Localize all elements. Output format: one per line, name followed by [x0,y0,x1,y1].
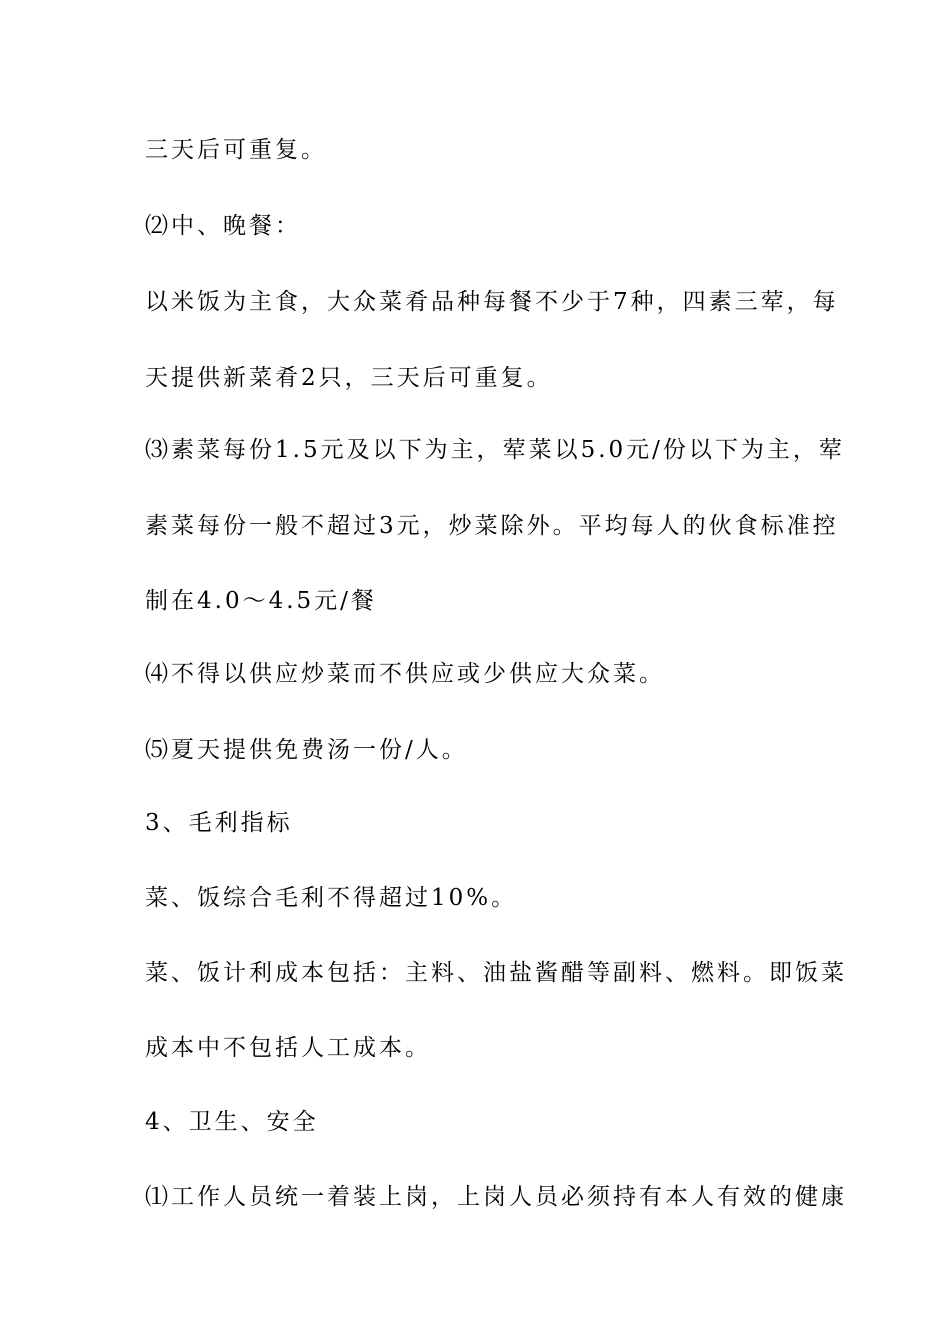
text-line: 以米饭为主食，大众菜肴品种每餐不少于7种，四素三荤，每 [145,289,839,315]
text-line: ⑶素菜每份1.5元及以下为主，荤菜以5.0元/份以下为主，荤 [145,437,845,463]
text-line: ⑵中、晚餐： [145,213,301,239]
section-heading: 4、卫生、安全 [145,1109,319,1135]
text-line: ⑸夏天提供免费汤一份/人。 [145,737,468,763]
text-line: 三天后可重复。 [145,137,327,163]
text-line: 制在4.0～4.5元/餐 [145,588,377,614]
text-line: ⑴工作人员统一着装上岗，上岗人员必须持有本人有效的健康 [145,1184,847,1210]
text-line: 天提供新菜肴2只，三天后可重复。 [145,365,553,391]
text-line: ⑷不得以供应炒菜而不供应或少供应大众菜。 [145,661,665,687]
text-line: 素菜每份一般不超过3元，炒菜除外。平均每人的伙食标准控 [145,513,839,539]
section-heading: 3、毛利指标 [145,810,293,836]
text-line: 成本中不包括人工成本。 [145,1035,431,1061]
text-line: 菜、饭计利成本包括：主料、油盐酱醋等副料、燃料。即饭菜 [145,960,847,986]
text-line: 菜、饭综合毛利不得超过10%。 [145,885,518,911]
